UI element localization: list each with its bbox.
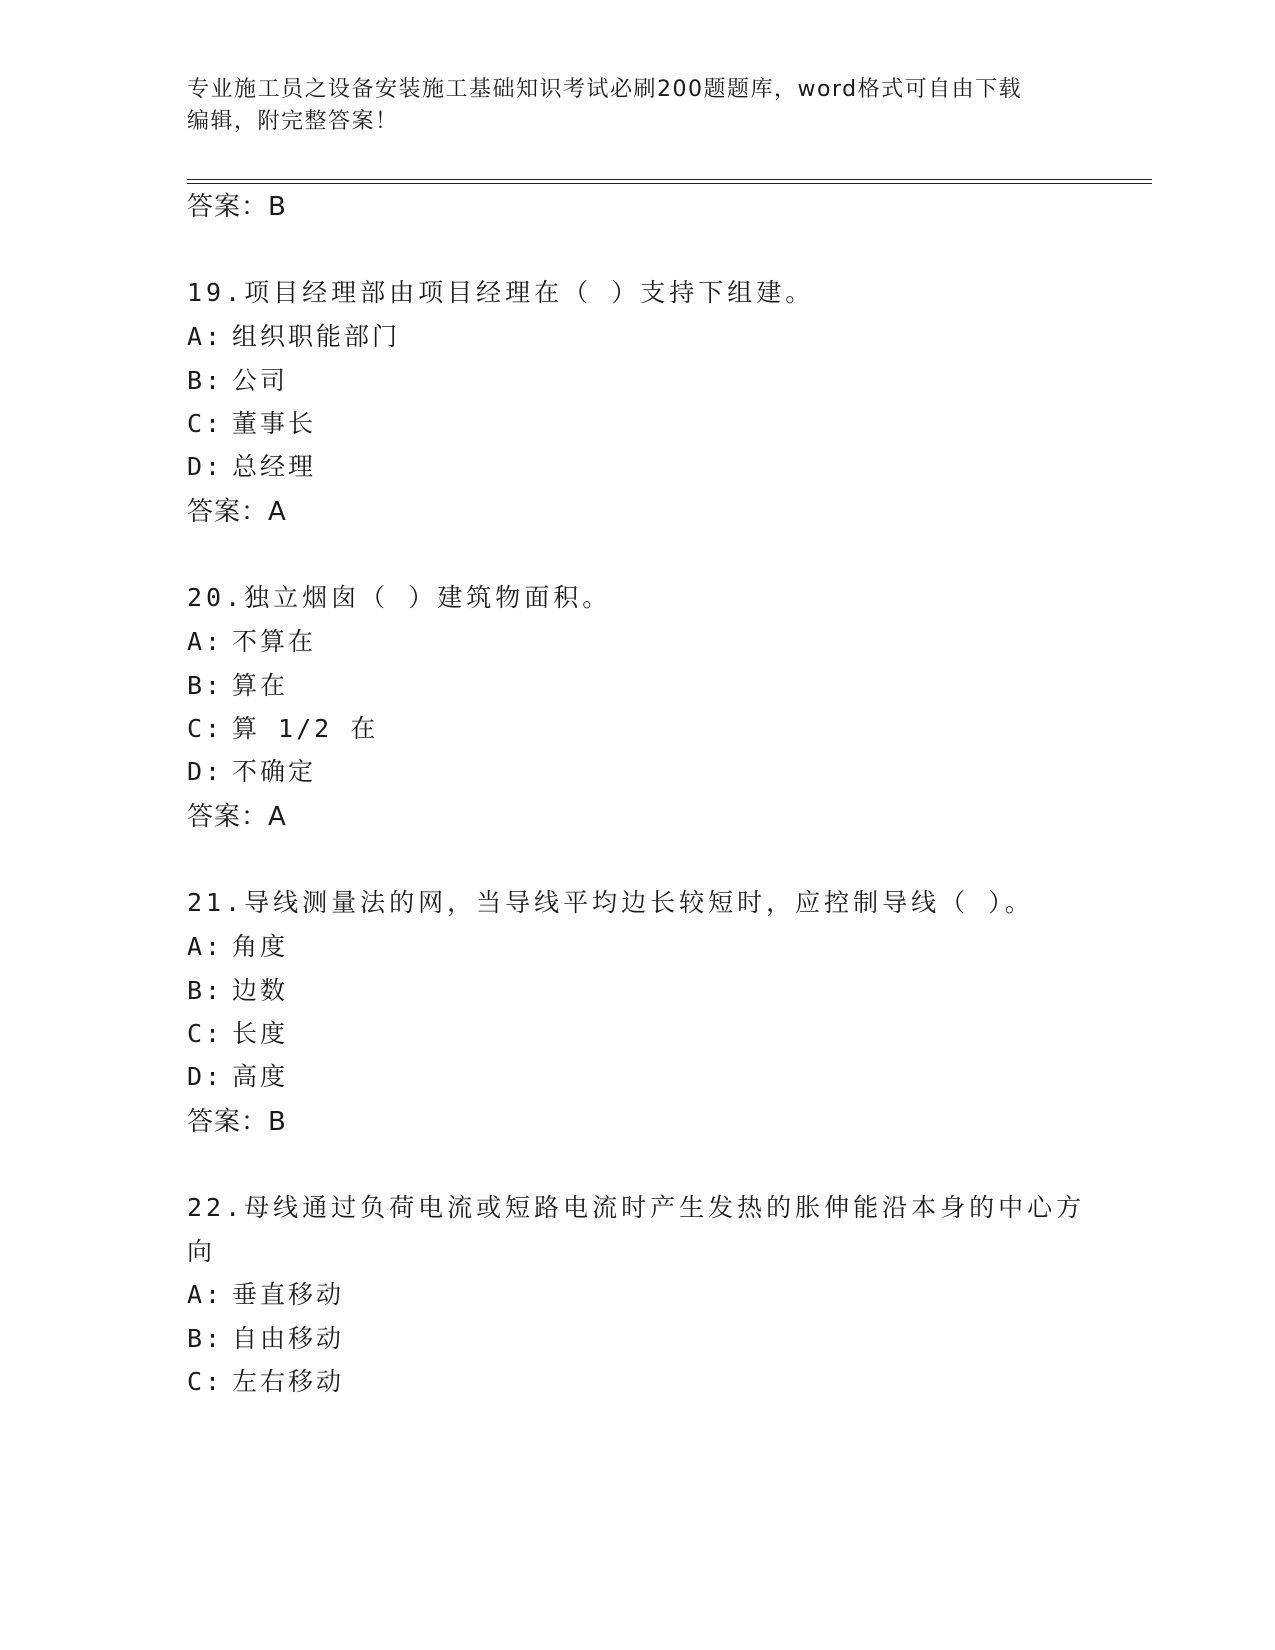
option-text: 边数 bbox=[232, 976, 289, 1005]
question-19-option-d bbox=[187, 447, 316, 483]
option-text: 不算在 bbox=[232, 627, 317, 656]
question-21-answer: 答案：B bbox=[187, 1107, 287, 1137]
question-21-option-b bbox=[187, 971, 288, 1007]
question-20-option-d bbox=[187, 752, 316, 788]
question-22-option-b bbox=[187, 1319, 344, 1355]
option-text: 算在 bbox=[232, 671, 289, 700]
option-key: A: bbox=[187, 322, 224, 351]
question-19-option-b bbox=[187, 361, 288, 397]
question-22-option-c bbox=[187, 1362, 344, 1398]
option-key: A: bbox=[187, 1280, 224, 1309]
question-19-option-c bbox=[187, 404, 316, 440]
question-20-option-c bbox=[187, 709, 378, 745]
question-19-text: 19.项目经理部由项目经理在（ ）支持下组建。 bbox=[187, 278, 815, 307]
option-text: 垂直移动 bbox=[232, 1280, 345, 1309]
option-text: 左右移动 bbox=[232, 1367, 345, 1396]
option-key: B: bbox=[187, 1324, 224, 1353]
option-key: B: bbox=[187, 671, 224, 700]
option-key: D: bbox=[187, 757, 224, 786]
question-21-text: 21.导线测量法的网，当导线平均边长较短时，应控制导线（ ）。 bbox=[187, 888, 1034, 917]
header-divider-bottom bbox=[187, 183, 1152, 184]
option-text: 组织职能部门 bbox=[232, 322, 401, 351]
option-key: C: bbox=[187, 409, 224, 438]
option-text: 角度 bbox=[232, 932, 289, 961]
option-text: 高度 bbox=[232, 1062, 289, 1091]
header-line-1: 专业施工员之设备安装施工基础知识考试必刷200题题库，word格式可自由下载 bbox=[187, 77, 1023, 102]
question-20-option-a bbox=[187, 622, 316, 658]
option-key: D: bbox=[187, 452, 224, 481]
option-text: 总经理 bbox=[232, 452, 317, 481]
option-text: 不确定 bbox=[232, 757, 317, 786]
question-21-option-c bbox=[187, 1014, 288, 1050]
question-19-option-a bbox=[187, 317, 400, 353]
option-key: B: bbox=[187, 976, 224, 1005]
option-key: B: bbox=[187, 366, 224, 395]
question-20-option-b bbox=[187, 666, 288, 702]
option-text: 董事长 bbox=[232, 409, 317, 438]
question-20-answer: 答案：A bbox=[187, 802, 287, 832]
option-text: 公司 bbox=[232, 366, 289, 395]
option-text: 算 1/2 在 bbox=[232, 714, 379, 743]
option-key: C: bbox=[187, 1367, 224, 1396]
option-key: C: bbox=[187, 714, 224, 743]
header-line-2: 编辑，附完整答案！ bbox=[187, 109, 399, 134]
question-22-text-line-1: 22.母线通过负荷电流或短路电流时产生发热的胀伸能沿本身的中心方 bbox=[187, 1193, 1086, 1222]
question-21-option-d bbox=[187, 1057, 288, 1093]
question-20-text: 20.独立烟囱（ ）建筑物面积。 bbox=[187, 583, 612, 612]
question-19-answer: 答案：A bbox=[187, 497, 287, 527]
question-21-option-a bbox=[187, 927, 288, 963]
option-text: 自由移动 bbox=[232, 1324, 345, 1353]
option-key: A: bbox=[187, 932, 224, 961]
question-22-text-line-2: 向 bbox=[187, 1237, 217, 1266]
option-text: 长度 bbox=[232, 1019, 289, 1048]
question-22-option-a bbox=[187, 1275, 344, 1311]
answer-prev: 答案：B bbox=[187, 192, 287, 222]
header-divider-top bbox=[187, 179, 1152, 180]
option-key: A: bbox=[187, 627, 224, 656]
option-key: C: bbox=[187, 1019, 224, 1048]
option-key: D: bbox=[187, 1062, 224, 1091]
document-header bbox=[187, 74, 1067, 138]
